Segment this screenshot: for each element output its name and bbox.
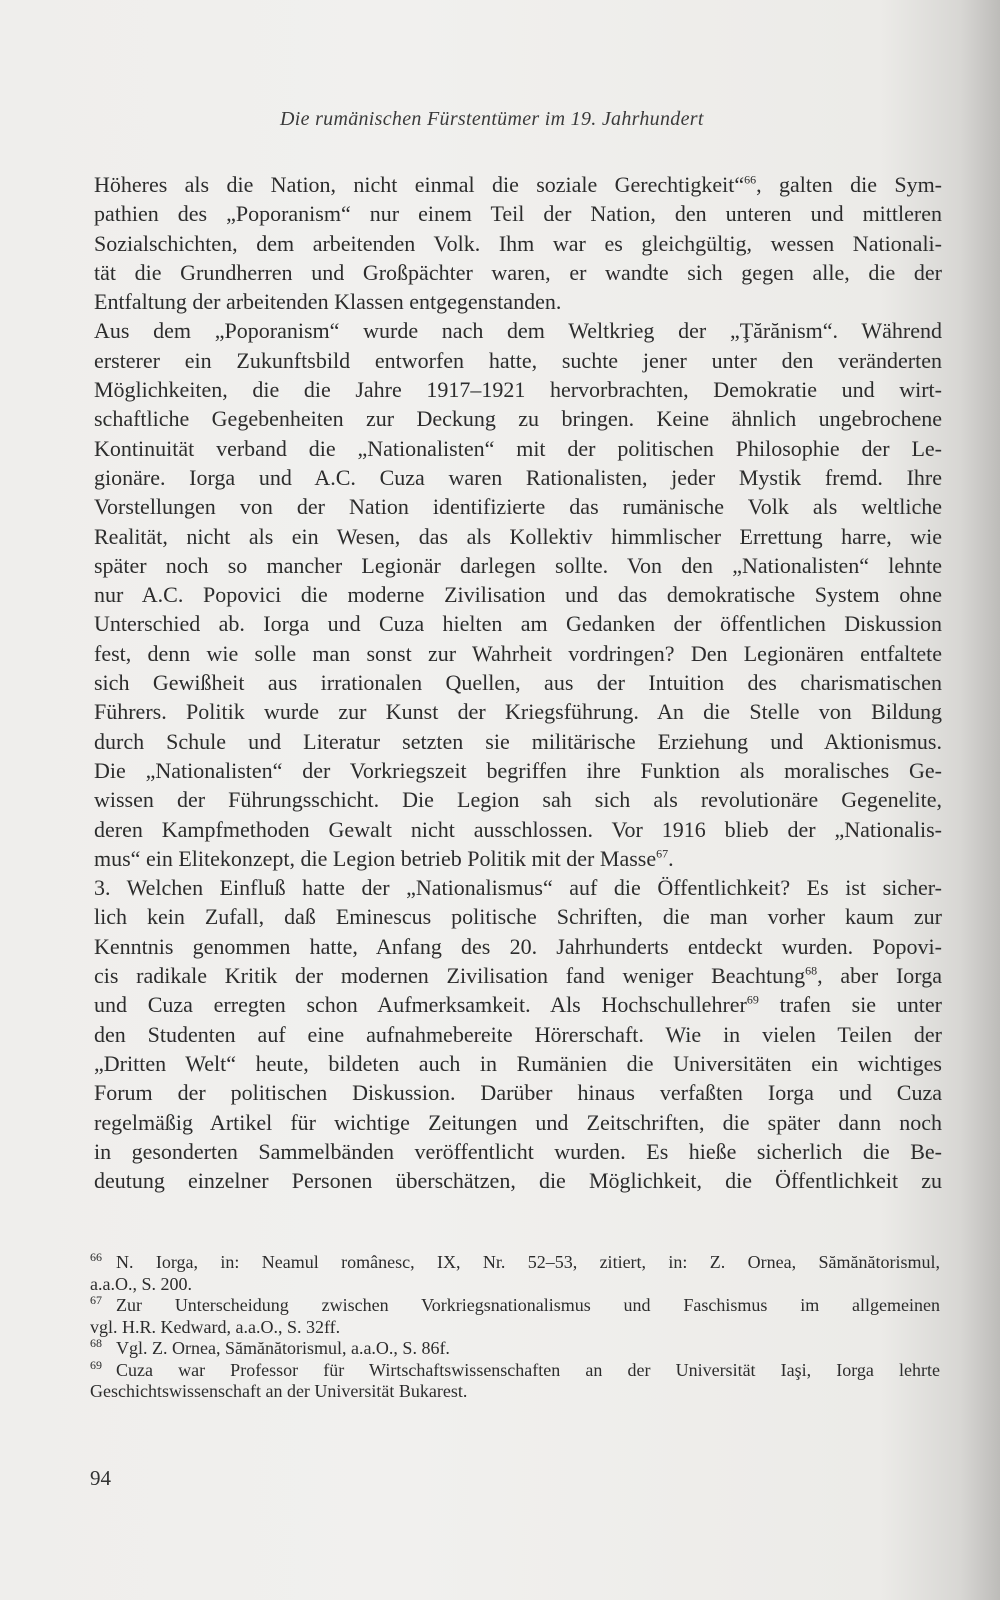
text-line: fest, denn wie solle man sonst zur Wahrheit vordringen? Den Legionären entfaltete [94,640,942,666]
footnote-line: $^{66}$ N. Iorga, in: Neamul românesc, IX, Nr. 52–53, zitiert, in: Z. Ornea, Sămănătorismul, [90,1250,940,1272]
footnote-line: $^{69}$ Cuza war Professor für Wirtschaftswissenschaften an der Universität Iaşi, Iorga lehrte [90,1357,940,1380]
footnote-line: Geschichtswissenschaft an der Universität Bukarest. [90,1381,468,1401]
text-line: cis radikale Kritik der modernen Zivilisation fand weniger Beachtung$^{68}$, aber Iorga [94,963,942,989]
text-line: Sozialschichten, dem arbeitenden Volk. Ihm war es gleichgültig, wessen Nationali- [94,230,942,256]
text-line: Die „Nationalisten“ der Vorkriegszeit begriffen ihre Funktion als moralisches Ge- [94,757,942,783]
footnote-ref-69[interactable]: 69 [746,992,759,1007]
text-line: und Cuza erregten schon Aufmerksamkeit. Als Hochschullehrer$^{69}$ trafen sie unter [94,992,942,1018]
running-header: Die rumänischen Fürstentümer im 19. Jahrhundert [280,108,704,130]
text-line: Möglichkeiten, die die Jahre 1917–1921 hervorbrachten, Demokratie und wirt- [94,377,942,403]
text-line: Kontinuität verband die „Nationalisten“ mit der politischen Philosophie der Le- [94,435,942,461]
text-line: in gesonderten Sammelbänden veröffentlicht wurden. Es hieße sicherlich die Be- [94,1138,942,1164]
text-line: schaftliche Gegebenheiten zur Deckung zu bringen. Keine ähnlich ungebrochene [94,406,942,432]
text-line: tät die Grundherren und Großpächter waren, er wandte sich gegen alle, die der [94,259,942,285]
text-line: nur A.C. Popovici die moderne Zivilisation und das demokratische System ohne [94,582,942,608]
text-line: deutung einzelner Personen überschätzen, die Möglichkeit, die Öffentlichkeit zu [94,1168,942,1194]
body-text [94,170,942,1195]
footnote-ref-68[interactable]: 68 [805,963,818,978]
text-line: Forum der politischen Diskussion. Darüber hinaus verfaßten Iorga und Cuza [94,1080,942,1106]
text-line: Vorstellungen von der Nation identifizierte das rumänische Volk als weltliche [94,494,942,520]
text-line: ersterer ein Zukunftsbild entworfen hatte, suchte jener unter den veränderten [94,347,942,373]
footnote-number: 67 [90,1293,102,1307]
footnote-line: vgl. H.R. Kedward, a.a.O., S. 32ff. [90,1316,341,1337]
footnote-line: $^{67}$ Zur Unterscheidung zwischen Vorkriegsnationalismus und Faschismus im allgemeinen [90,1293,940,1315]
text-line: deren Kampfmethoden Gewalt nicht ausschlossen. Vor 1916 blieb der „Nationalis- [94,816,942,842]
footnote-number: 69 [90,1357,102,1372]
text-line: gionäre. Iorga und A.C. Cuza waren Rationalisten, jeder Mystik fremd. Ihre [94,464,942,490]
text-line: durch Schule und Literatur setzten sie militärische Erziehung und Aktionismus. [94,728,942,754]
text-line: Entfaltung der arbeitenden Klassen entgegenstanden. [94,289,562,315]
text-line: Realität, nicht als ein Wesen, das als Kollektiv himmlischer Errettung harre, wie [94,523,942,549]
text-line: Kenntnis genommen hatte, Anfang des 20. Jahrhunderts entdeckt wurden. Popovi- [94,933,942,959]
text-line: später noch so mancher Legionär darlegen sollte. Von den „Nationalisten“ lehnte [94,552,942,578]
footnote-68 [90,1338,940,1360]
footnote-67 [90,1295,940,1338]
text-line: pathien des „Poporanism“ nur einem Teil der Nation, den unteren und mittleren [94,201,942,227]
footnote-69 [90,1357,940,1403]
footnote-line: $^{68}$ Vgl. Z. Ornea, Sămănătorismul, a.a.O., S. 86f. [90,1336,450,1358]
footnote-number: 68 [90,1336,102,1350]
text-line: lich kein Zufall, daß Eminescus politische Schriften, die man vorher kaum zur [94,904,942,930]
text-line: Höheres als die Nation, nicht einmal die soziale Gerechtigkeit“$^{66}$, galten die Sym- [94,172,943,197]
text-line: 3. Welchen Einfluß hatte der „Nationalismus“ auf die Öffentlichkeit? Es ist sicher- [94,875,942,901]
text-line: Aus dem „Poporanism“ wurde nach dem Weltkrieg der „Ţărănism“. Während [94,318,942,344]
footnote-ref-66[interactable]: 66 [744,172,757,187]
text-line: mus“ ein Elitekonzept, die Legion betrieb Politik mit der Masse$^{67}$. [94,845,674,871]
footnote-ref-67[interactable]: 67 [656,846,669,861]
text-line: den Studenten auf eine aufnahmebereite Hörerschaft. Wie in vielen Teilen der [94,1021,942,1047]
text-line: sich Gewißheit aus irrationalen Quellen, aus der Intuition des charismatischen [94,670,942,696]
text-line: „Dritten Welt“ heute, bildeten auch in Rumänien die Universitäten ein wichtiges [94,1050,942,1076]
text-line: Führers. Politik wurde zur Kunst der Kriegsführung. An die Stelle von Bildung [94,699,942,725]
text-line: Unterschied ab. Iorga und Cuza hielten am Gedanken der öffentlichen Diskussion [94,611,942,637]
page-number: 94 [90,1466,111,1490]
footnotes [90,1252,940,1403]
footnote-number: 66 [90,1250,102,1264]
text-line: wissen der Führungsschicht. Die Legion sah sich als revolutionäre Gegenelite, [94,787,942,813]
footnote-66 [90,1252,940,1295]
text-line: regelmäßig Artikel für wichtige Zeitungen und Zeitschriften, die später dann noch [94,1109,942,1135]
footnote-line: a.a.O., S. 200. [90,1273,192,1294]
